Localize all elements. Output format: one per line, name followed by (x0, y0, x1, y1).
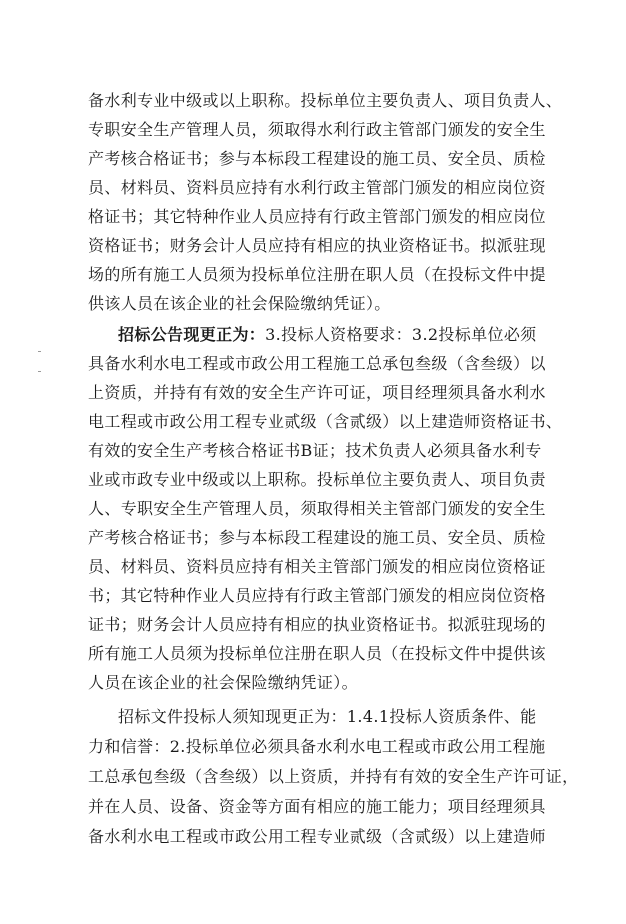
paragraph-1-line: 资格证书；财务会计人员应持有相应的执业资格证书。拟派驻现 (88, 236, 546, 255)
paragraph-2-line: 人员在该企业的社会保险缴纳凭证）。 (88, 673, 358, 692)
paragraph-3-lead-line: 招标文件投标人须知现更正为：1.4.1投标人资质条件、能 (118, 707, 537, 726)
paragraph-1-line: 供该人员在该企业的社会保险缴纳凭证）。 (88, 294, 391, 313)
paragraph-2-line: 具备水利水电工程或市政公用工程施工总承包叁级（含叁级）以 (88, 354, 546, 373)
paragraph-1-line: 格证书；其它特种作业人员应持有行政主管部门颁发的相应岗位 (88, 207, 546, 226)
paragraph-2-bold-lead: 招标公告现更正为： (118, 325, 266, 344)
paragraph-3-line: 并在人员、设备、资金等方面有相应的施工能力；项目经理须具 (88, 797, 546, 816)
paragraph-2-line: 上资质，并持有有效的安全生产许可证，项目经理须具备水利水 (88, 383, 546, 402)
paragraph-2-line: 所有施工人员须为投标单位注册在职人员（在投标文件中提供该 (88, 644, 546, 663)
paragraph-2-lead-text: 3.投标人资格要求：3.2投标单位必须 (265, 325, 537, 344)
paragraph-3-line: 工总承包叁级（含叁级）以上资质，并持有有效的安全生产许可证， (88, 767, 579, 786)
paragraph-1-line: 员、材料员、资料员应持有水利行政主管部门颁发的相应岗位资 (88, 178, 546, 197)
paragraph-2-line: 员、材料员、资料员应持有相关主管部门颁发的相应岗位资格证 (88, 557, 546, 576)
paragraph-1-line: 场的所有施工人员须为投标单位注册在职人员（在投标文件中提 (88, 265, 546, 284)
paragraph-2-line: 书；其它特种作业人员应持有行政主管部门颁发的相应岗位资格 (88, 586, 546, 605)
paragraph-3-line: 备水利水电工程或市政公用工程专业贰级（含贰级）以上建造师 (88, 827, 546, 846)
margin-mark (38, 371, 41, 372)
paragraph-1-line: 备水利专业中级或以上职称。投标单位主要负责人、项目负责人、 (88, 91, 563, 110)
paragraph-1-line: 产考核合格证书；参与本标段工程建设的施工员、安全员、质检 (88, 149, 546, 168)
paragraph-2-line: 有效的安全生产考核合格证书B证；技术负责人必须具备水利专 (88, 441, 542, 460)
paragraph-2-line: 电工程或市政公用工程专业贰级（含贰级）以上建造师资格证书、 (88, 412, 563, 431)
margin-mark (38, 351, 41, 352)
paragraph-2-line: 业或市政专业中级或以上职称。投标单位主要负责人、项目负责 (88, 470, 546, 489)
paragraph-3-line: 力和信誉：2.投标单位必须具备水利水电工程或市政公用工程施 (88, 737, 546, 756)
paragraph-2-lead-line (118, 323, 558, 347)
paragraph-2-line: 证书；财务会计人员应持有相应的执业资格证书。拟派驻现场的 (88, 615, 546, 634)
paragraph-2-line: 人、专职安全生产管理人员，须取得相关主管部门颁发的安全生 (88, 499, 546, 518)
paragraph-1-line: 专职安全生产管理人员，须取得水利行政主管部门颁发的安全生 (88, 120, 546, 139)
paragraph-2-line: 产考核合格证书；参与本标段工程建设的施工员、安全员、质检 (88, 528, 546, 547)
